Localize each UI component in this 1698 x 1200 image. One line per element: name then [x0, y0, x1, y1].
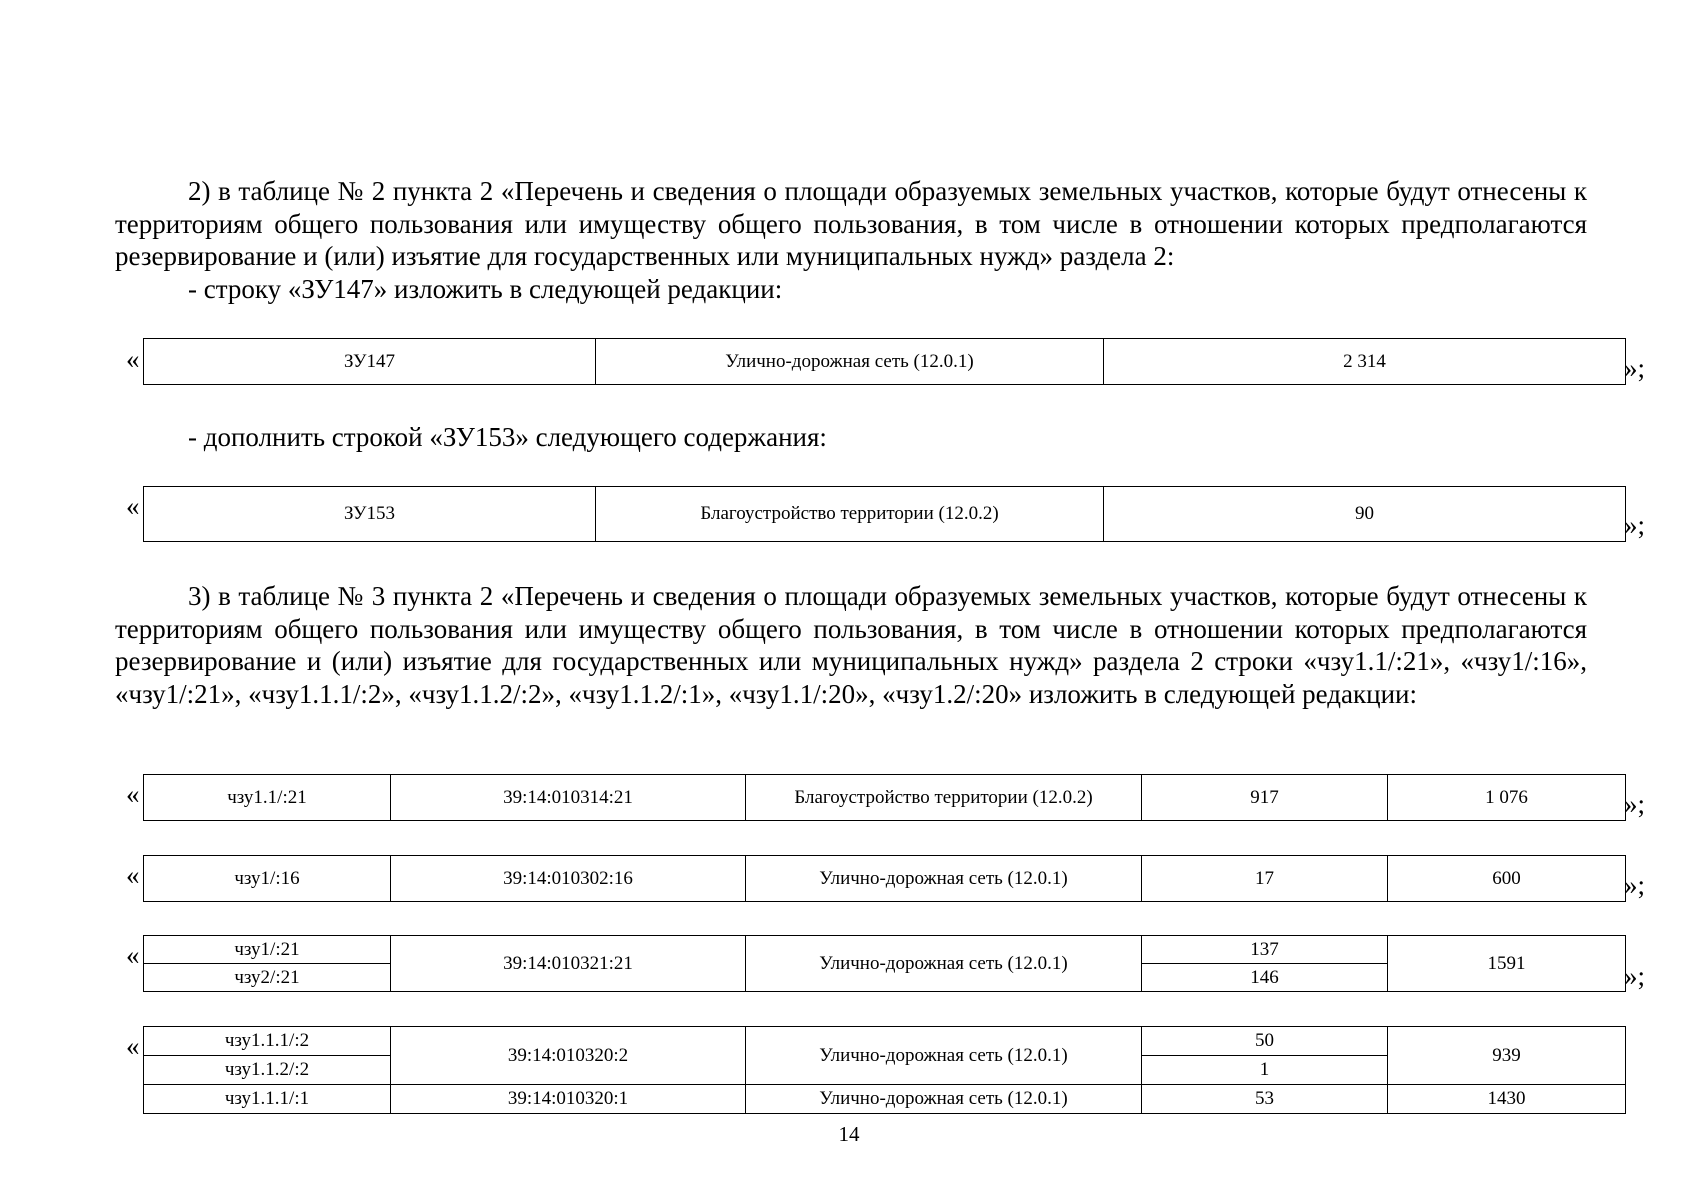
cell-cadastral: 39:14:010321:21: [391, 936, 746, 992]
cell-area: 146: [1142, 964, 1388, 992]
open-quote: «: [126, 344, 140, 374]
instruction-zu153: - дополнить строкой «ЗУ153» следующего содержания:: [188, 422, 827, 452]
cell-total: 1591: [1388, 936, 1626, 992]
table-row: [144, 1085, 1626, 1114]
table-zu153: [143, 486, 1626, 542]
close-quote: »;: [1624, 961, 1646, 991]
open-quote: «: [126, 491, 140, 521]
open-quote: «: [126, 860, 140, 890]
table-chzu1-1-21: [143, 774, 1626, 821]
cell-id: чзу1/:16: [144, 856, 391, 902]
cell-area: 50: [1142, 1027, 1388, 1056]
cell-use: Улично-дорожная сеть (12.0.1): [746, 936, 1142, 992]
cell-area: 90: [1104, 487, 1626, 542]
table-row: [144, 1027, 1626, 1056]
open-quote: «: [126, 1031, 140, 1061]
page-number: 14: [838, 1122, 860, 1146]
table-zu147: [143, 338, 1626, 385]
cell-id: чзу1.1.2/:2: [144, 1056, 391, 1085]
cell-id: чзу1/:21: [144, 936, 391, 964]
cell-id: чзу1.1/:21: [144, 775, 391, 821]
cell-cadastral: 39:14:010320:2: [391, 1027, 746, 1085]
open-quote: «: [126, 940, 140, 970]
cell-total: 1 076: [1388, 775, 1626, 821]
cell-use: Улично-дорожная сеть (12.0.1): [596, 339, 1104, 385]
cell-area: 53: [1142, 1085, 1388, 1114]
close-quote: »;: [1624, 510, 1646, 540]
cell-cadastral: 39:14:010302:16: [391, 856, 746, 902]
cell-cadastral: 39:14:010320:1: [391, 1085, 746, 1114]
cell-area: 917: [1142, 775, 1388, 821]
cell-id: чзу1.1.1/:1: [144, 1085, 391, 1114]
instruction-zu147: - строку «ЗУ147» изложить в следующей редакции:: [188, 274, 783, 304]
cell-use: Улично-дорожная сеть (12.0.1): [746, 856, 1142, 902]
cell-use: Улично-дорожная сеть (12.0.1): [746, 1085, 1142, 1114]
cell-use: Благоустройство территории (12.0.2): [746, 775, 1142, 821]
cell-id: ЗУ147: [144, 339, 596, 385]
cell-area: 17: [1142, 856, 1388, 902]
cell-total: 939: [1388, 1027, 1626, 1085]
cell-area: 2 314: [1104, 339, 1626, 385]
close-quote: »;: [1624, 870, 1646, 900]
cell-area: 1: [1142, 1056, 1388, 1085]
table-row: [144, 487, 1626, 542]
table-row: [144, 936, 1626, 964]
cell-cadastral: 39:14:010314:21: [391, 775, 746, 821]
cell-use: Благоустройство территории (12.0.2): [596, 487, 1104, 542]
close-quote: »;: [1624, 353, 1646, 383]
table-row: [144, 775, 1626, 821]
cell-id: чзу2/:21: [144, 964, 391, 992]
cell-total: 1430: [1388, 1085, 1626, 1114]
table-row: [144, 856, 1626, 902]
cell-id: ЗУ153: [144, 487, 596, 542]
table-chzu1-1-1-2: [143, 1026, 1626, 1114]
table-chzu1-16: [143, 855, 1626, 902]
table-chzu1-21: [143, 935, 1626, 992]
open-quote: «: [126, 779, 140, 809]
close-quote: »;: [1624, 789, 1646, 819]
cell-area: 137: [1142, 936, 1388, 964]
table-row: [144, 339, 1626, 385]
cell-total: 600: [1388, 856, 1626, 902]
paragraph-table-3-intro: 3) в таблице № 3 пункта 2 «Перечень и сведения о площади образуемых земельных участков, которые будут отнесены к территориям общего пользования или имуществу общего пользования, в том числе в отношении которых предполагаются резервирование и (или) изъятие для государственных или муниципальных нужд» раздела 2 строки «чзу1.1/:21», «чзу1/:16», «чзу1/:21», «чзу1.1.1/:2», «чзу1.1.2/:2», «чзу1.1.2/:1», «чзу1.1/:20», «чзу1.2/:20» изложить в следующей редакции:: [115, 581, 1587, 710]
cell-id: чзу1.1.1/:2: [144, 1027, 391, 1056]
cell-use: Улично-дорожная сеть (12.0.1): [746, 1027, 1142, 1085]
paragraph-table-2-intro: 2) в таблице № 2 пункта 2 «Перечень и сведения о площади образуемых земельных участков, которые будут отнесены к территориям общего пользования или имуществу общего пользования, в том числе в отношении которых предполагаются резервирование и (или) изъятие для государственных или муниципальных нужд» раздела 2:: [115, 176, 1587, 272]
